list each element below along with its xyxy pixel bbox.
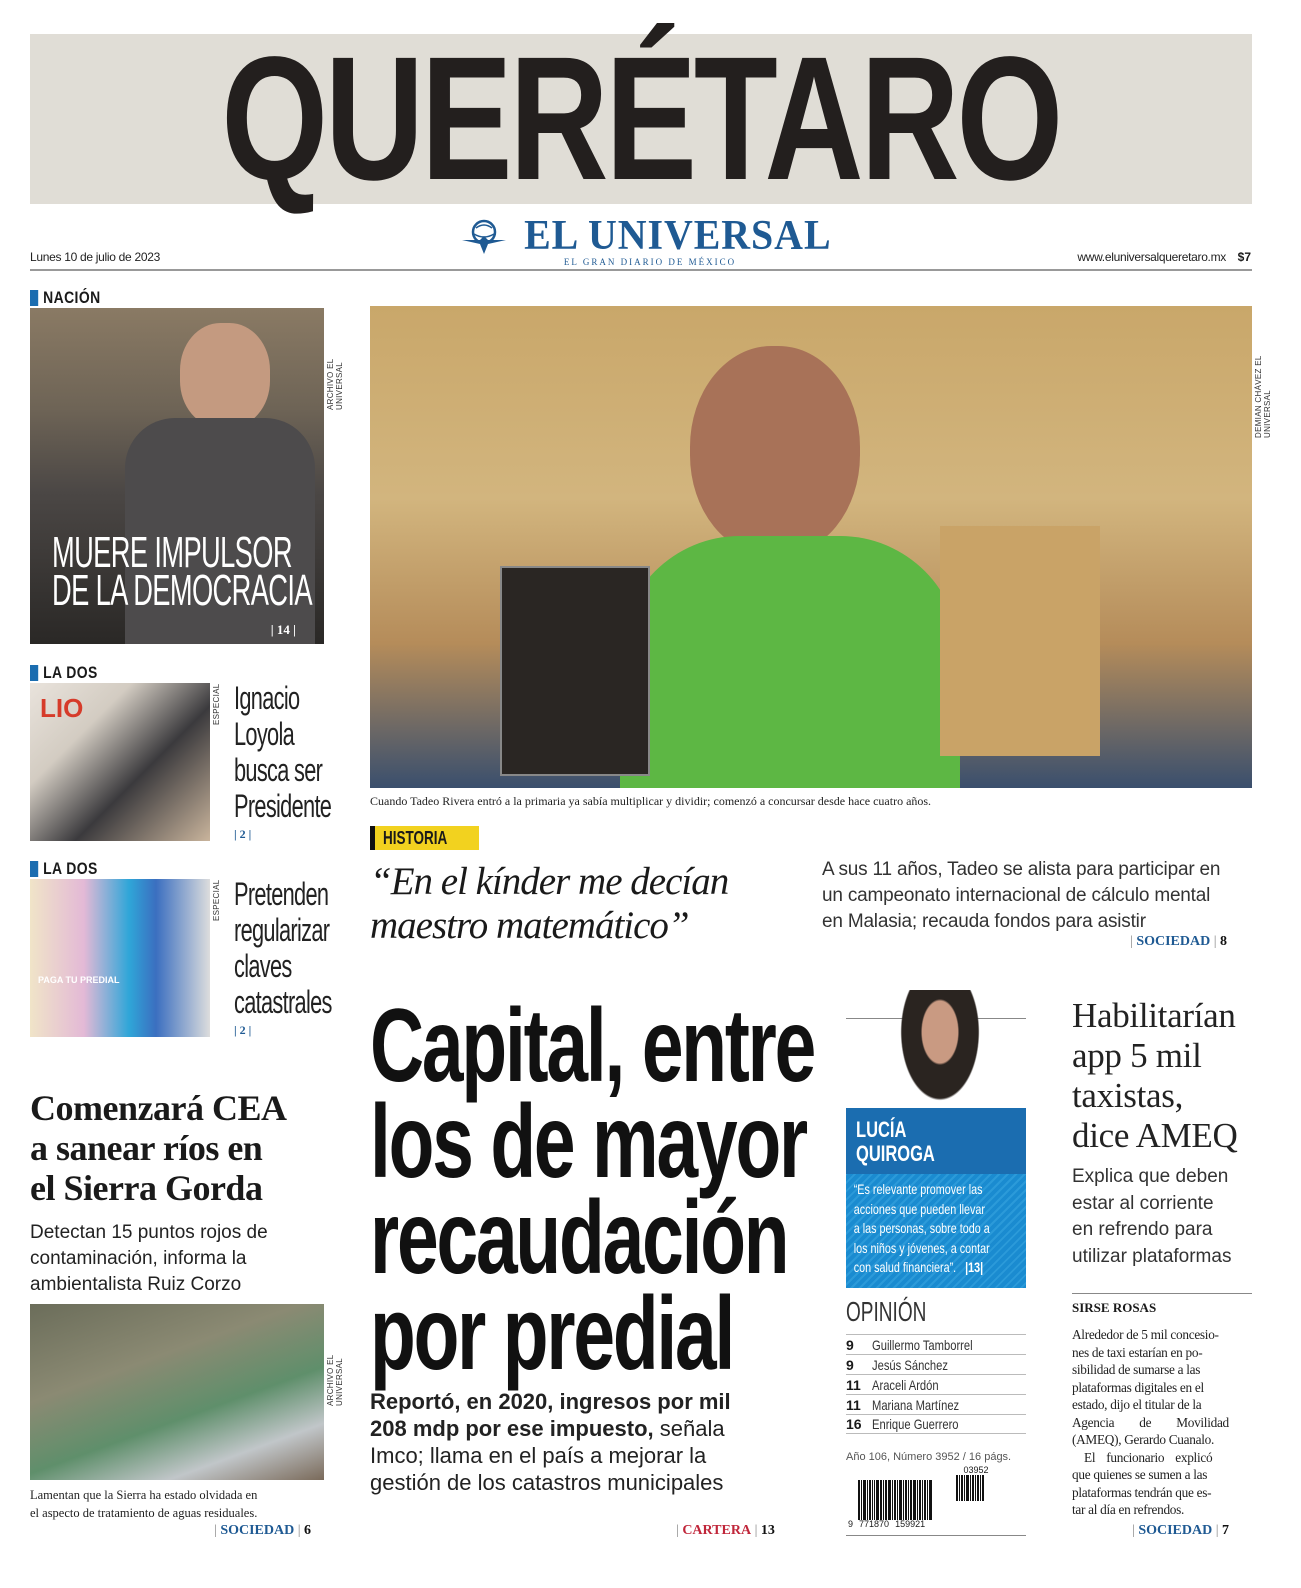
opinion-item[interactable]: 11 Araceli Ardón <box>846 1374 1026 1394</box>
barcode: 9 771870 159921 <box>858 1480 948 1520</box>
photo-green-shirt <box>620 536 960 788</box>
la-dos-2-photo-credit: ESPECIAL <box>212 879 221 921</box>
opinion-item[interactable]: 11 Mariana Martínez <box>846 1394 1026 1414</box>
la-dos-1-photo-credit: ESPECIAL <box>212 683 221 725</box>
lead-deck: Reportó, en 2020, ingresos por mil 208 mdp por ese impuesto, señala Imco; llama en el país a mejorar la gestión de los catastros municipales <box>370 1389 731 1495</box>
nacion-photo-credit: ARCHIVO EL UNIVERSAL <box>326 358 344 410</box>
cea-headline[interactable]: Comenzará CEA a sanear ríos en el Sierra Gorda <box>30 1088 287 1208</box>
nacion-headline-line1: MUERE IMPULSOR <box>52 528 292 577</box>
main-story-headline[interactable]: “En el kínder me decían maestro matemático” <box>370 860 729 947</box>
historia-tag[interactable]: HISTORIA <box>370 826 479 850</box>
section-marker-icon <box>30 290 38 306</box>
columnist-page-ref[interactable]: |13| <box>965 1259 984 1275</box>
taxi-body: Alrededor de 5 mil concesio- nes de taxi estarían en po- sibilidad de sumarse a las plataformas digitales en el estado, dijo el titular de la Agencia de Movilidad (AMEQ), Gerardo Cuanalo. El funcionario explicó que quienes se sumen a las plataformas tendrán que es- tar al día en refrendos. <box>1072 1327 1229 1517</box>
brand-tagline: EL GRAN DIARIO DE MÉXICO <box>563 257 737 267</box>
taxi-byline: SIRSE ROSAS <box>1072 1300 1157 1315</box>
taxi-headline[interactable]: Habilitarían app 5 mil taxistas, dice AMEQ <box>1072 996 1238 1155</box>
header-divider <box>30 269 1252 271</box>
nacion-photo[interactable] <box>30 308 324 644</box>
website-link[interactable]: www.eluniversalqueretaro.mx <box>1077 250 1226 264</box>
opinion-item[interactable]: 16 Enrique Guerrero <box>846 1414 1026 1434</box>
section-marker-icon <box>30 665 38 681</box>
columnist-last-name: QUIROGA <box>856 1141 935 1166</box>
columnist-photo[interactable] <box>895 990 985 1110</box>
globe-eagle-icon <box>460 216 508 256</box>
lead-section-ref[interactable]: | CARTERA | 13 <box>676 1523 775 1538</box>
photo-sign-text: PAGA TU PREDIAL <box>38 975 120 985</box>
masthead-title: QUERÉTARO <box>221 21 1061 217</box>
barcode-addon: 03952 <box>956 1465 996 1501</box>
main-story-deck: A sus 11 años, Tadeo se alista para participar en un campeonato internacional de cálculo mental en Malasia; recauda fondos para asistir <box>822 859 1221 932</box>
price: $7 <box>1237 250 1251 264</box>
cea-caption: Lamentan que la Sierra ha estado olvidada en el aspecto de tratamiento de aguas residuales. <box>30 1488 258 1520</box>
brand-logo[interactable] <box>430 212 870 266</box>
photo-trophy-right <box>940 526 1100 756</box>
nacion-page-ref[interactable]: | 14 | <box>270 622 296 637</box>
columnist-quote: “Es relevante promover las acciones que pueden llevar a las personas, sobre todo a los niños y jóvenes, a contar con salud financiera”. |13| <box>853 1181 990 1275</box>
columnist-first-name: LUCÍA <box>856 1117 907 1142</box>
section-tag-nacion[interactable]: NACIÓN <box>30 288 101 308</box>
taxi-deck: Explica que deben estar al corriente en refrendo para utilizar plataformas <box>1072 1166 1232 1267</box>
lead-headline[interactable]: Capital, entre los de mayor recaudación por predial <box>370 988 815 1392</box>
la-dos-2-page-ref[interactable]: | 2 | <box>234 1023 252 1037</box>
taxi-section-ref[interactable]: | SOCIEDAD | 7 <box>1132 1523 1230 1538</box>
taxi-rule <box>1072 1293 1252 1294</box>
brand-name: EL UNIVERSAL <box>524 213 832 259</box>
opinion-item[interactable]: 9 Jesús Sánchez <box>846 1354 1026 1374</box>
opinion-item[interactable]: 9 Guillermo Tamborrel <box>846 1334 1026 1354</box>
columnist-quote-box[interactable] <box>846 1108 1026 1288</box>
photo-child-face <box>690 346 860 556</box>
la-dos-2-headline[interactable]: Pretenden regularizar claves catastrales <box>234 876 332 1020</box>
main-photo-credit: DEMIAN CHÁVEZ EL UNIVERSAL <box>1254 355 1272 438</box>
section-tag-la-dos-2[interactable]: LA DOS <box>30 859 98 879</box>
edition-info: Año 106, Número 3952 / 16 págs. <box>846 1451 1012 1463</box>
opinion-title: OPINIÓN <box>846 1296 927 1327</box>
la-dos-1-headline[interactable]: Ignacio Loyola busca ser Presidente <box>234 680 332 824</box>
section-tag-la-dos-1[interactable]: LA DOS <box>30 663 98 683</box>
section-marker-icon <box>30 861 38 877</box>
cea-photo-credit: ARCHIVO EL UNIVERSAL <box>326 1354 344 1406</box>
photo-banner-text: LIO <box>40 693 84 723</box>
masthead <box>30 21 1252 217</box>
main-story-photo[interactable] <box>370 306 1252 788</box>
cea-photo[interactable] <box>30 1304 324 1480</box>
main-photo-caption: Cuando Tadeo Rivera entró a la primaria ya sabía multiplicar y dividir; comenzó a concursar desde hace cuatro años. <box>370 794 932 808</box>
opinion-list <box>846 1334 1026 1434</box>
cea-deck: Detectan 15 puntos rojos de contaminación, informa la ambientalista Ruiz Corzo <box>30 1222 268 1295</box>
la-dos-1-photo[interactable] <box>30 683 210 841</box>
la-dos-2-photo[interactable] <box>30 879 210 1037</box>
cea-section-ref[interactable]: | SOCIEDAD | 6 <box>214 1523 312 1538</box>
la-dos-1-page-ref[interactable]: | 2 | <box>234 827 252 841</box>
portrait-face <box>180 323 270 428</box>
nacion-headline-line2: DE LA DEMOCRACIA <box>52 566 312 615</box>
issue-date: Lunes 10 de julio de 2023 <box>30 250 160 264</box>
opinion-bottom-rule <box>846 1535 1026 1536</box>
photo-trophy-left <box>500 566 650 776</box>
main-story-section-ref[interactable]: | SOCIEDAD | 8 <box>1130 934 1228 949</box>
